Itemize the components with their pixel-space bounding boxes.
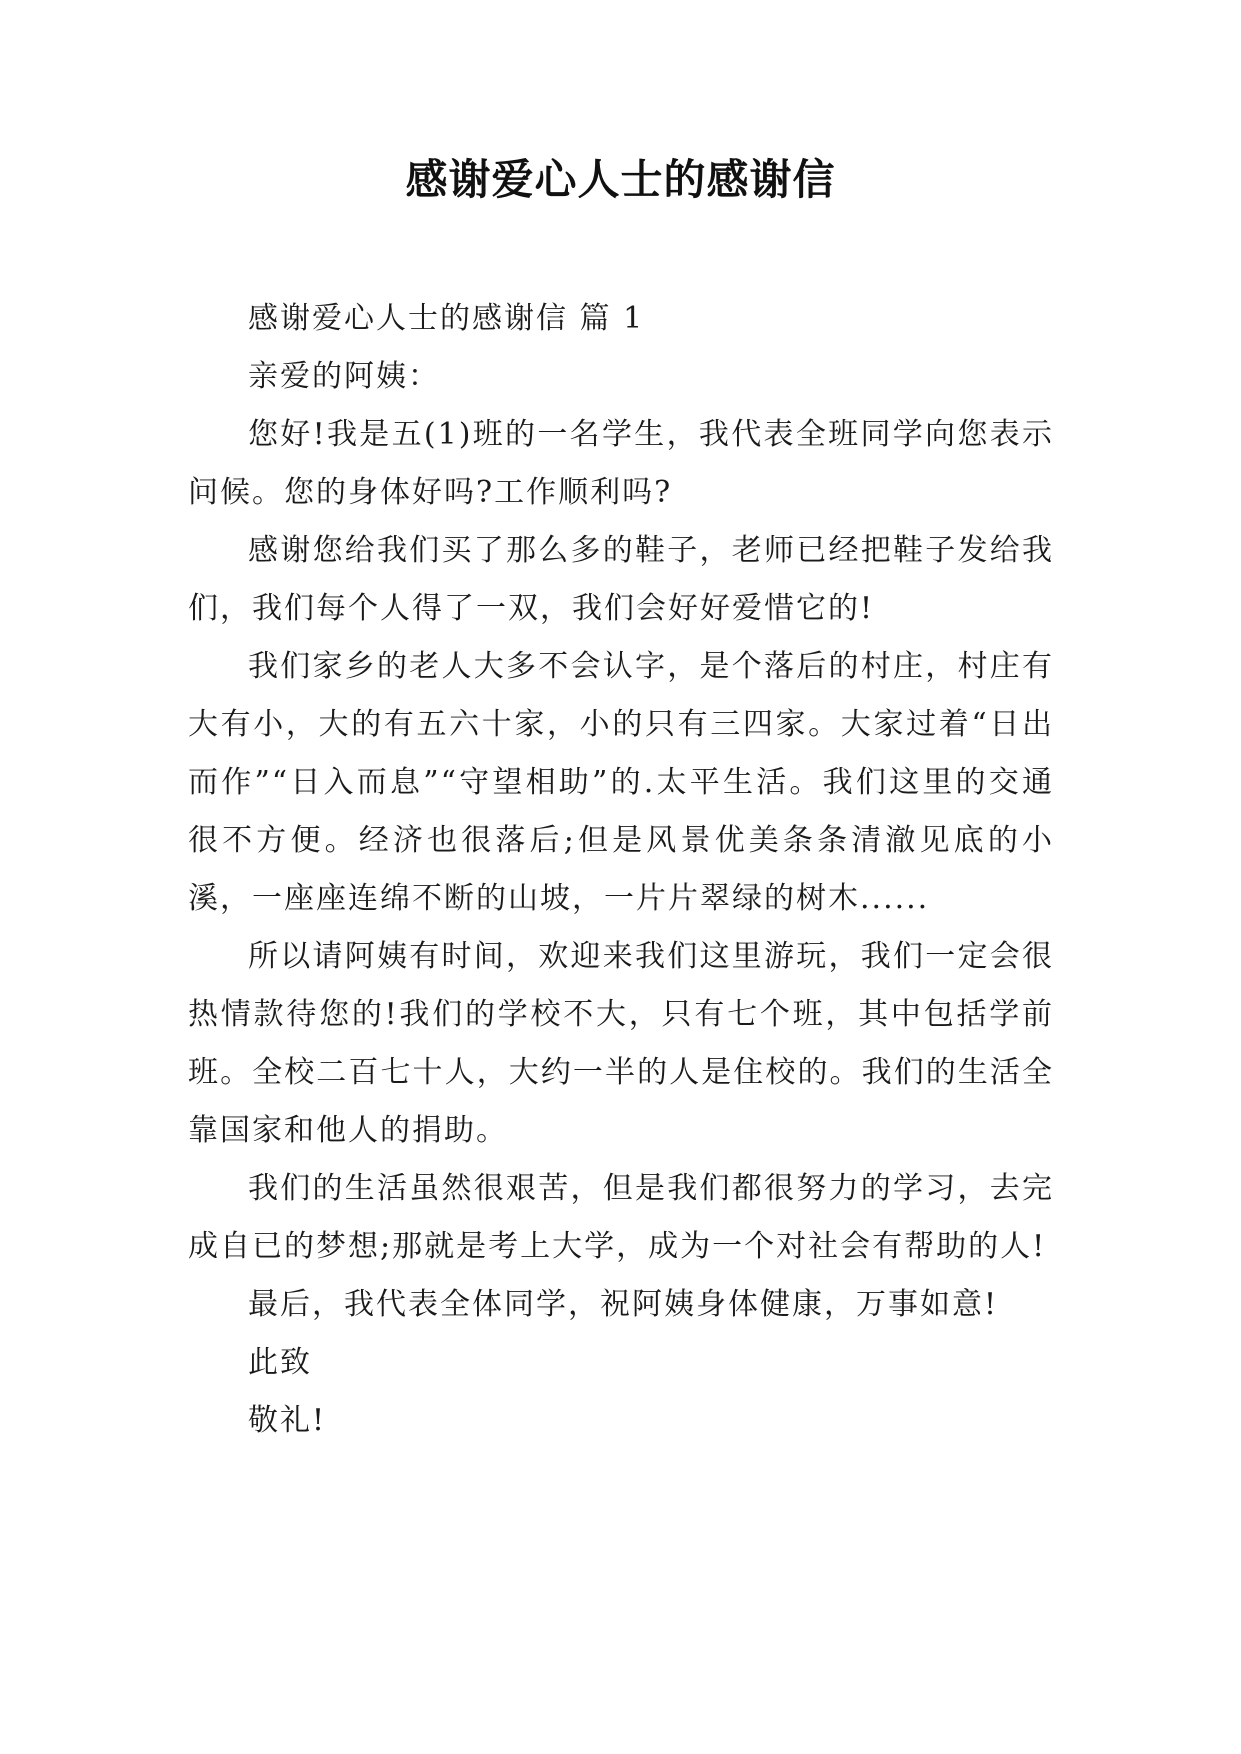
paragraph-invitation: 所以请阿姨有时间，欢迎来我们这里游玩，我们一定会很热情款待您的!我们的学校不大，只有七个班，其中包括学前班。全校二百七十人，大约一半的人是住校的。我们的生活全靠国家和他人的捐助。 [188, 939, 1054, 1148]
salutation: 亲爱的阿姨： [248, 359, 440, 394]
document-title: 感谢爱心人士的感谢信 [405, 155, 836, 204]
paragraph-thanks: 感谢您给我们买了那么多的鞋子，老师已经把鞋子发给我们，我们每个人得了一双，我们会好好爱惜它的! [188, 533, 1054, 626]
section-heading: 感谢爱心人士的感谢信 篇 1 [248, 301, 645, 336]
paragraph-wishes: 最后，我代表全体同学，祝阿姨身体健康，万事如意! [248, 1287, 999, 1322]
paragraph-greeting: 您好!我是五(1)班的一名学生，我代表全班同学向您表示问候。您的身体好吗?工作顺利吗? [188, 417, 1054, 510]
letter-body [188, 290, 1054, 1450]
paragraph-dream: 我们的生活虽然很艰苦，但是我们都很努力的学习，去完成自已的梦想;那就是考上大学，成为一个对社会有帮助的人! [188, 1171, 1054, 1264]
closing-line-2: 敬礼! [248, 1403, 327, 1438]
paragraph-hometown: 我们家乡的老人大多不会认字，是个落后的村庄，村庄有大有小，大的有五六十家，小的只有三四家。大家过着“日出而作”“日入而息”“守望相助”的.太平生活。我们这里的交通很不方便。经济也很落后;但是风景优美条条清澈见底的小溪，一座座连绵不断的山坡，一片片翠绿的树木...... [188, 649, 1054, 916]
closing-line-1: 此致 [248, 1345, 312, 1380]
